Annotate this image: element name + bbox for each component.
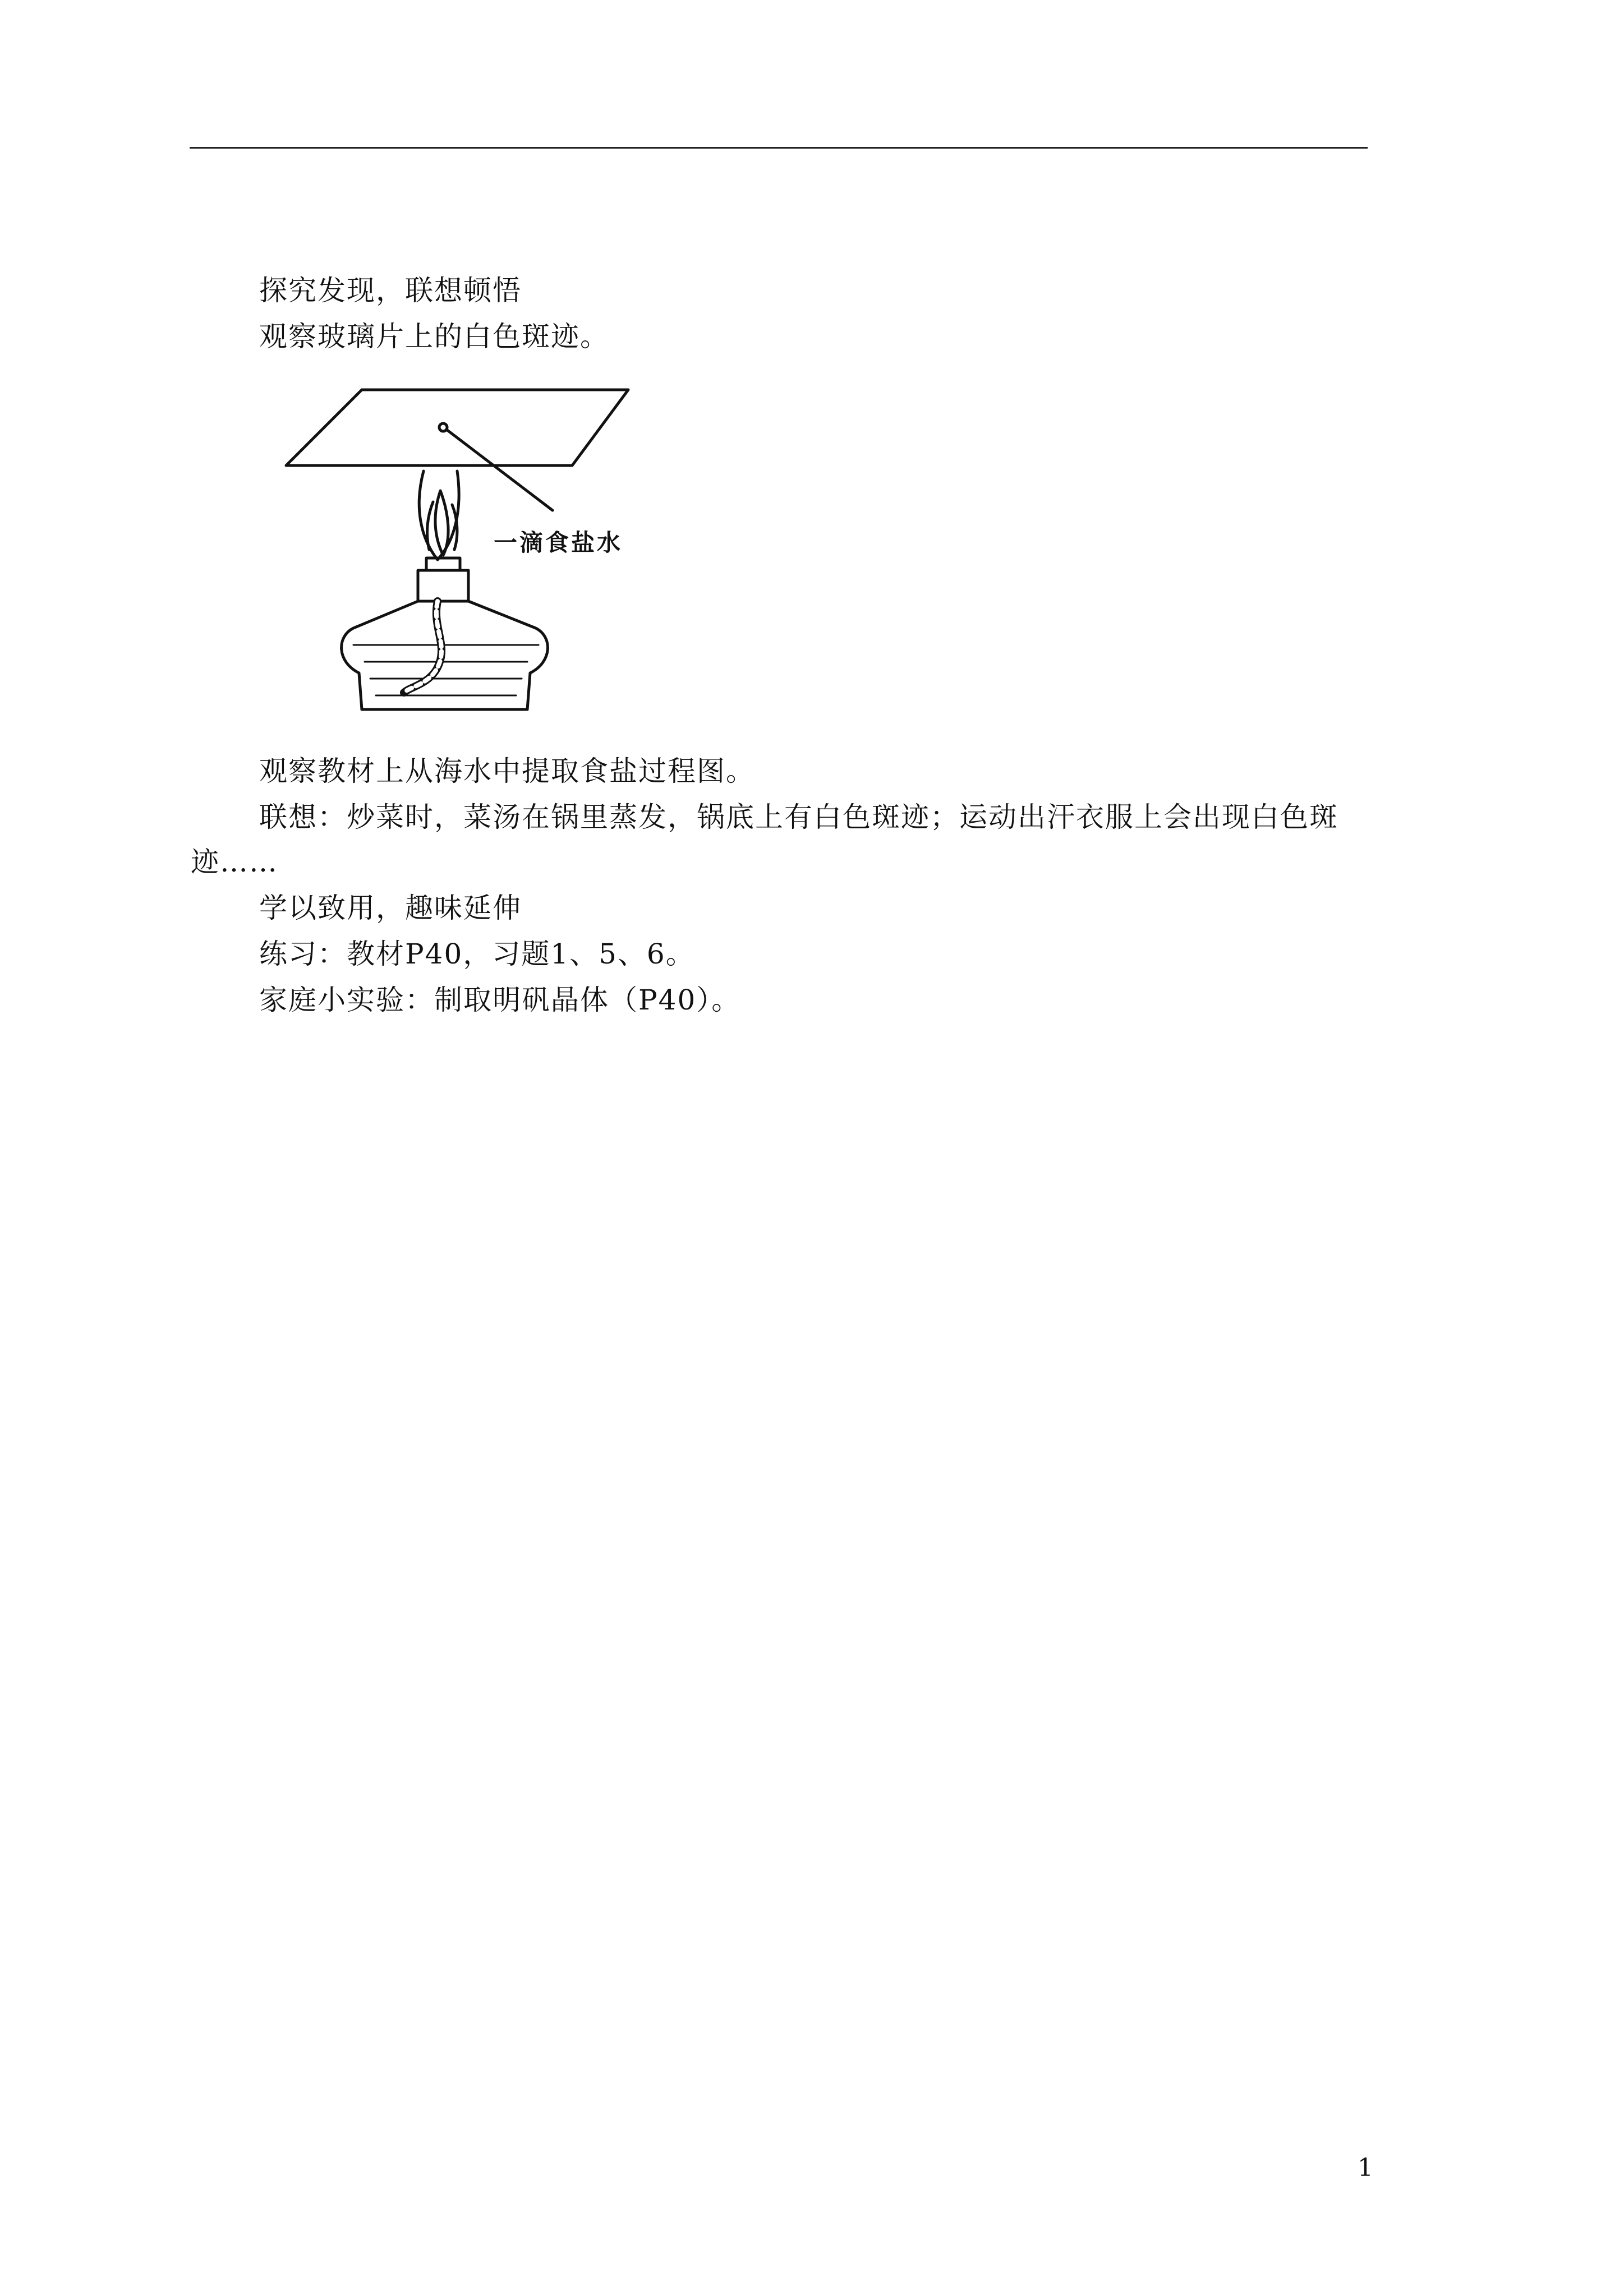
section-heading-apply: 学以致用，趣味延伸 <box>259 892 522 924</box>
association-text-continued: 迹…… <box>191 846 278 878</box>
exercise-text: 练习：教材P40，习题1、5、6。 <box>259 938 695 970</box>
flame-icon <box>419 471 459 560</box>
observe-glass-text: 观察玻璃片上的白色斑迹。 <box>259 320 609 353</box>
section-heading-explore: 探究发现，联想顿悟 <box>259 274 522 307</box>
page-number: 1 <box>1358 2154 1373 2182</box>
experiment-figure <box>269 381 662 729</box>
home-experiment-text: 家庭小实验：制取明矾晶体（P40）。 <box>259 984 741 1016</box>
association-text: 联想：炒菜时，菜汤在锅里蒸发，锅底上有白色斑迹；运动出汗衣服上会出现白色斑 <box>259 801 1338 833</box>
glass-plate-icon <box>286 390 628 465</box>
observe-textbook-text: 观察教材上从海水中提取食盐过程图。 <box>259 755 755 787</box>
figure-label: 一滴食盐水 <box>494 529 623 556</box>
header-rule <box>190 147 1368 149</box>
